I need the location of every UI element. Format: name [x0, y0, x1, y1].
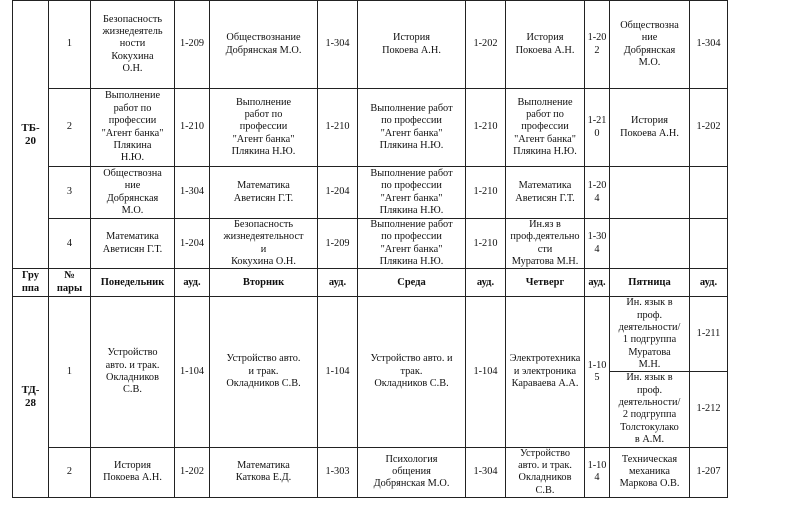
- monday-subject: Обществозна ние Добрянская М.О.: [91, 167, 175, 219]
- tuesday-room: 1-209: [318, 219, 358, 269]
- monday-room: 1-209: [175, 1, 210, 89]
- friday-subject: История Покоева А.Н.: [610, 89, 690, 167]
- wednesday-room: 1-202: [466, 1, 506, 89]
- monday-subject: Безопасность жизнедеятель ности Кокухина О.Н.: [91, 1, 175, 89]
- tuesday-subject: Безопасность жизнедеятельност и Кокухина О.Н.: [210, 219, 318, 269]
- empty-cell: [728, 372, 800, 447]
- friday-subgroup-1-subject: Ин. язык в проф. деятельности/ 1 подгруппа Муратова М.Н.: [610, 297, 690, 372]
- table-row: [13, 447, 800, 497]
- pair-number: 1: [49, 1, 91, 89]
- wednesday-subject: Выполнение работ по профессии "Агент банка" Плякина Н.Ю.: [358, 167, 466, 219]
- empty-cell: [728, 1, 800, 89]
- friday-subject: Техническая механика Маркова О.В.: [610, 447, 690, 497]
- empty-cell: [728, 269, 800, 297]
- tuesday-room: 1-104: [318, 297, 358, 447]
- header-room: ауд.: [585, 269, 610, 297]
- friday-room: 1-202: [690, 89, 728, 167]
- header-wednesday: Среда: [358, 269, 466, 297]
- wednesday-room: 1-304: [466, 447, 506, 497]
- tuesday-room: 1-303: [318, 447, 358, 497]
- header-group: Гру ппа: [13, 269, 49, 297]
- tuesday-room: 1-304: [318, 1, 358, 89]
- header-tuesday: Вторник: [210, 269, 318, 297]
- monday-room: 1-304: [175, 167, 210, 219]
- tuesday-subject: Выполнение работ по профессии "Агент банка" Плякина Н.Ю.: [210, 89, 318, 167]
- pair-number: 3: [49, 167, 91, 219]
- wednesday-room: 1-210: [466, 89, 506, 167]
- schedule-table: [12, 0, 800, 498]
- wednesday-room: 1-210: [466, 167, 506, 219]
- wednesday-subject: Выполнение работ по профессии "Агент банка" Плякина Н.Ю.: [358, 219, 466, 269]
- wednesday-subject: Психология общения Добрянская М.О.: [358, 447, 466, 497]
- friday-room: 1-207: [690, 447, 728, 497]
- friday-subgroup-2-room: 1-212: [690, 372, 728, 447]
- monday-room: 1-104: [175, 297, 210, 447]
- monday-room: 1-202: [175, 447, 210, 497]
- pair-number: 4: [49, 219, 91, 269]
- thursday-room: 1-20 2: [585, 1, 610, 89]
- table-row: [13, 167, 800, 219]
- monday-room: 1-210: [175, 89, 210, 167]
- friday-subgroup-1-room: 1-211: [690, 297, 728, 372]
- thursday-subject: История Покоева А.Н.: [506, 1, 585, 89]
- monday-subject: Устройство авто. и трак. Окладников С.В.: [91, 297, 175, 447]
- monday-subject: Математика Аветисян Г.Т.: [91, 219, 175, 269]
- wednesday-subject: Устройство авто. и трак. Окладников С.В.: [358, 297, 466, 447]
- wednesday-subject: История Покоева А.Н.: [358, 1, 466, 89]
- empty-cell: [728, 167, 800, 219]
- table-row: [13, 89, 800, 167]
- friday-subject: [610, 219, 690, 269]
- thursday-room: 1-30 4: [585, 219, 610, 269]
- monday-room: 1-204: [175, 219, 210, 269]
- wednesday-subject: Выполнение работ по профессии "Агент банка" Плякина Н.Ю.: [358, 89, 466, 167]
- pair-number: 1: [49, 297, 91, 447]
- header-room: ауд.: [466, 269, 506, 297]
- thursday-subject: Ин.яз в проф.деятельно сти Муратова М.Н.: [506, 219, 585, 269]
- thursday-subject: Электротехника и электроника Караваева А.А.: [506, 297, 585, 447]
- table-row: [13, 297, 800, 372]
- empty-cell: [728, 447, 800, 497]
- empty-cell: [728, 89, 800, 167]
- pair-number: 2: [49, 89, 91, 167]
- friday-room: [690, 219, 728, 269]
- pair-number: 2: [49, 447, 91, 497]
- thursday-room: 1-10 5: [585, 297, 610, 447]
- empty-cell: [728, 297, 800, 372]
- tuesday-subject: Математика Каткова Е.Д.: [210, 447, 318, 497]
- wednesday-room: 1-104: [466, 297, 506, 447]
- tuesday-subject: Обществознание Добрянская М.О.: [210, 1, 318, 89]
- tuesday-subject: Математика Аветисян Г.Т.: [210, 167, 318, 219]
- header-monday: Понедельник: [91, 269, 175, 297]
- tuesday-room: 1-210: [318, 89, 358, 167]
- group-cell: ТБ- 20: [13, 1, 49, 269]
- friday-room: 1-304: [690, 1, 728, 89]
- header-friday: Пятница: [610, 269, 690, 297]
- thursday-room: 1-10 4: [585, 447, 610, 497]
- monday-subject: Выполнение работ по профессии "Агент банка" Плякина Н.Ю.: [91, 89, 175, 167]
- tuesday-subject: Устройство авто. и трак. Окладников С.В.: [210, 297, 318, 447]
- header-row: [13, 269, 800, 297]
- thursday-room: 1-21 0: [585, 89, 610, 167]
- monday-subject: История Покоева А.Н.: [91, 447, 175, 497]
- thursday-subject: Математика Аветисян Г.Т.: [506, 167, 585, 219]
- group-cell: ТД- 28: [13, 297, 49, 498]
- empty-cell: [728, 219, 800, 269]
- table-row: [13, 219, 800, 269]
- thursday-subject: Устройство авто. и трак. Окладников С.В.: [506, 447, 585, 497]
- header-pair-number: № пары: [49, 269, 91, 297]
- friday-room: [690, 167, 728, 219]
- header-room: ауд.: [690, 269, 728, 297]
- wednesday-room: 1-210: [466, 219, 506, 269]
- friday-subgroup-2-subject: Ин. язык в проф. деятельности/ 2 подгруппа Толстокулако в А.М.: [610, 372, 690, 447]
- friday-subject: Обществозна ние Добрянская М.О.: [610, 1, 690, 89]
- friday-subject: [610, 167, 690, 219]
- tuesday-room: 1-204: [318, 167, 358, 219]
- thursday-subject: Выполнение работ по профессии "Агент банка" Плякина Н.Ю.: [506, 89, 585, 167]
- thursday-room: 1-20 4: [585, 167, 610, 219]
- table-row: [13, 1, 800, 89]
- header-room: ауд.: [318, 269, 358, 297]
- header-thursday: Четверг: [506, 269, 585, 297]
- header-room: ауд.: [175, 269, 210, 297]
